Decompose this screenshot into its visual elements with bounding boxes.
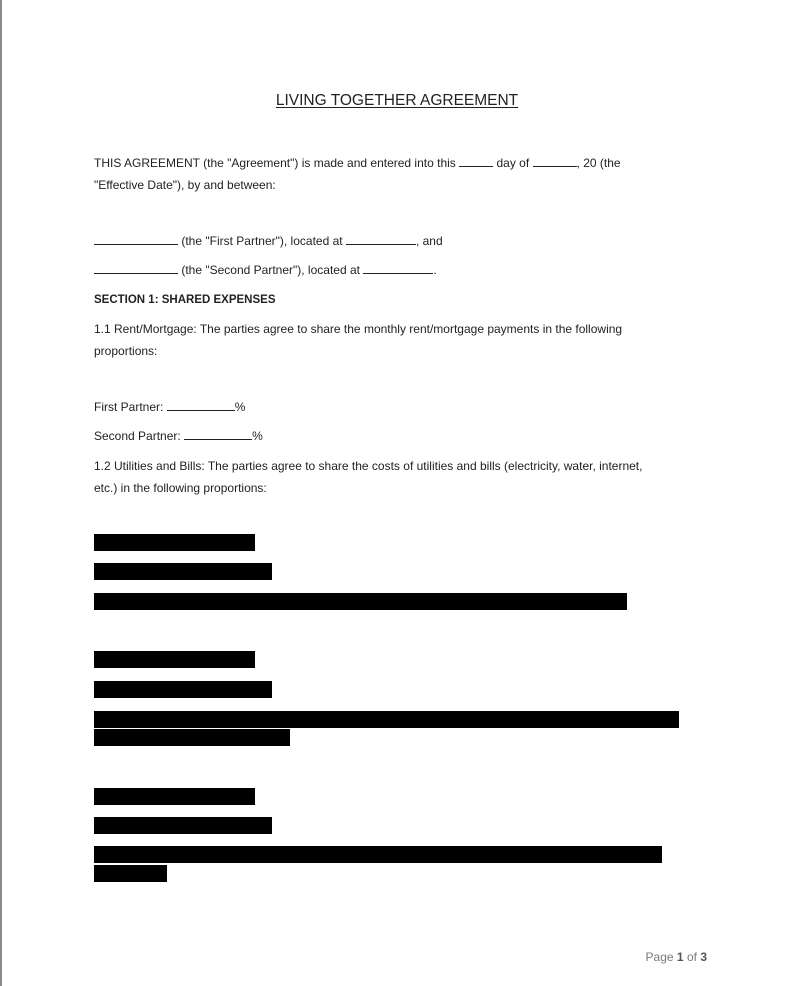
day-blank[interactable] <box>459 154 493 167</box>
page-edge <box>0 0 2 986</box>
redaction-bar <box>94 729 290 746</box>
rent-second-partner-label: Second Partner: <box>94 429 181 443</box>
rent-first-partner-blank[interactable] <box>167 398 235 411</box>
rent-first-partner <box>94 396 245 418</box>
clause-1-2-line-2: etc.) in the following proportions: <box>94 481 267 495</box>
rent-first-partner-label: First Partner: <box>94 400 164 414</box>
clause-1-1-line-1: 1.1 Rent/Mortgage: The parties agree to share the monthly rent/mortgage payments in the following <box>94 322 623 336</box>
redaction-bar <box>94 711 679 728</box>
clause-1-1-line-2: proportions: <box>94 344 158 358</box>
document-title: LIVING TOGETHER AGREEMENT <box>275 92 519 109</box>
month-blank[interactable] <box>533 154 577 167</box>
redaction-bar <box>94 681 272 698</box>
current-page: 1 <box>676 950 684 964</box>
rent-second-partner-suffix: % <box>252 429 263 443</box>
second-partner-name-blank[interactable] <box>94 261 178 274</box>
first-partner-address-blank[interactable] <box>346 232 416 245</box>
redaction-bar <box>94 651 255 668</box>
redaction-bar <box>94 563 272 580</box>
first-partner-text: (the "First Partner"), located at <box>181 234 343 248</box>
first-partner-name-blank[interactable] <box>94 232 178 245</box>
first-partner-end: , and <box>415 234 443 248</box>
rent-second-partner-blank[interactable] <box>184 427 252 440</box>
section-1-heading: SECTION 1: SHARED EXPENSES <box>94 294 276 306</box>
second-partner-text: (the "Second Partner"), located at <box>181 263 360 277</box>
total-pages: 3 <box>700 950 707 964</box>
second-partner-end: . <box>433 263 437 277</box>
page-number <box>646 950 707 964</box>
of-word: of <box>686 950 697 964</box>
second-partner-line <box>94 259 437 281</box>
intro-text-3: , 20 (the <box>576 156 621 170</box>
rent-second-partner <box>94 425 263 447</box>
second-partner-address-blank[interactable] <box>363 261 433 274</box>
redaction-bar <box>94 593 627 610</box>
intro-line-1 <box>94 152 621 174</box>
first-partner-line <box>94 230 443 252</box>
redaction-bar <box>94 788 255 805</box>
page-word: Page <box>645 950 674 964</box>
redaction-bar <box>94 534 255 551</box>
intro-text-1: THIS AGREEMENT (the "Agreement") is made and entered into this <box>94 156 456 170</box>
intro-line-2: "Effective Date"), by and between: <box>94 178 276 192</box>
intro-text-2: day of <box>496 156 530 170</box>
rent-first-partner-suffix: % <box>234 400 246 414</box>
clause-1-2-line-1: 1.2 Utilities and Bills: The parties agree to share the costs of utilities and bills (electricity, water, internet, <box>94 459 643 473</box>
redaction-bar <box>94 846 662 863</box>
redaction-bar <box>94 865 167 882</box>
redaction-bar <box>94 817 272 834</box>
